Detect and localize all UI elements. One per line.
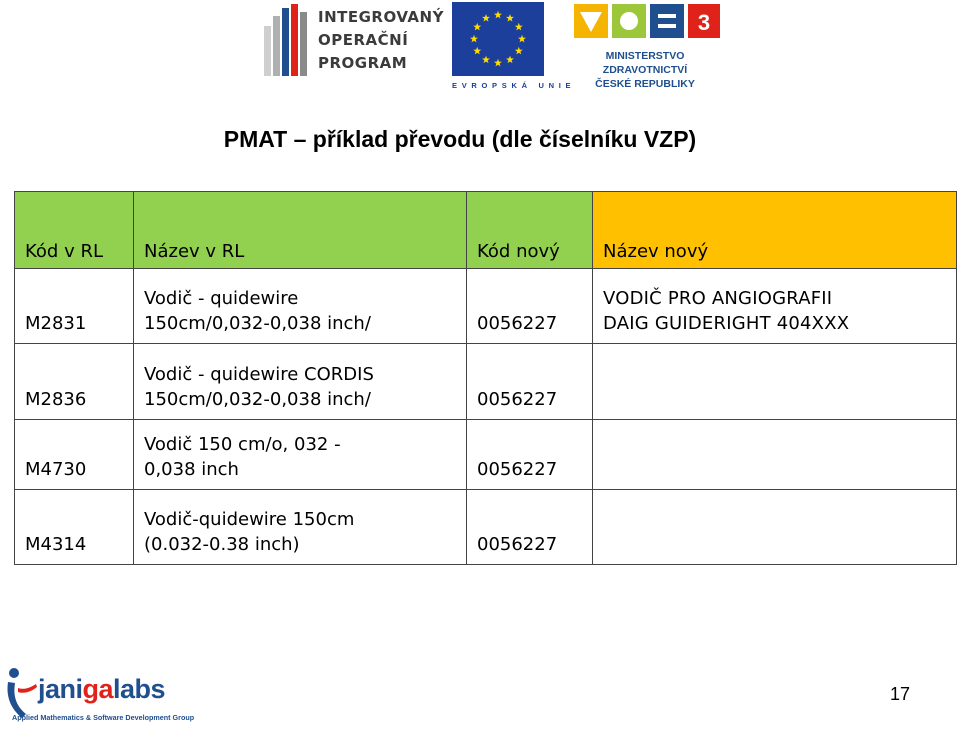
janigalabs-wordmark <box>38 674 165 705</box>
nazev-rl-line-2: 150cm/0,032-0,038 inch/ <box>144 389 371 410</box>
cell-kod-rl: M4730 <box>15 420 134 490</box>
iop-line-3: PROGRAM <box>318 54 408 72</box>
cell-kod-novy: 0056227 <box>467 269 593 344</box>
cell-nazev-novy <box>593 420 957 490</box>
cell-nazev-novy <box>593 490 957 565</box>
mz-emblem-icon <box>572 2 722 42</box>
cell-kod-novy: 0056227 <box>467 420 593 490</box>
janigalabs-logo <box>4 664 195 726</box>
iop-line-1: INTEGROVANÝ <box>318 8 444 26</box>
cell-kod-rl: M2831 <box>15 269 134 344</box>
iop-line-2: OPERAČNÍ <box>318 31 409 49</box>
nazev-rl-line-2: 150cm/0,032-0,038 inch/ <box>144 313 371 334</box>
brand-part-3: labs <box>113 674 166 704</box>
iop-text <box>318 6 444 75</box>
cell-nazev-novy <box>593 269 957 344</box>
cell-kod-rl: M2836 <box>15 344 134 420</box>
eu-logo <box>452 2 576 94</box>
cell-nazev-rl <box>134 344 467 420</box>
nazev-rl-line-1: Vodič - quidewire CORDIS <box>144 364 374 385</box>
cell-nazev-rl <box>134 490 467 565</box>
table-row <box>15 490 957 565</box>
nazev-novy-line-1: VODIČ PRO ANGIOGRAFII <box>603 288 833 309</box>
iop-flag-icon <box>262 4 310 78</box>
eu-caption: EVROPSKÁ UNIE <box>452 81 576 90</box>
cell-nazev-rl <box>134 269 467 344</box>
page-title: PMAT – příklad převodu (dle číselníku VZP) <box>223 126 697 152</box>
cell-kod-rl: M4314 <box>15 490 134 565</box>
cell-kod-novy: 0056227 <box>467 490 593 565</box>
page-number: 17 <box>890 684 911 704</box>
conversion-table <box>14 191 957 565</box>
nazev-rl-line-1: Vodič 150 cm/o, 032 - <box>144 434 341 455</box>
iop-logo <box>262 4 444 84</box>
header-kod-rl: Kód v RL <box>15 192 134 269</box>
nazev-novy-line-2: DAIG GUIDERIGHT 404XXX <box>603 313 850 334</box>
nazev-rl-line-2: 0,038 inch <box>144 459 239 480</box>
cell-nazev-rl <box>134 420 467 490</box>
cell-nazev-novy <box>593 344 957 420</box>
brand-subtitle: Applied Mathematics & Software Development Group <box>12 713 195 722</box>
mz-logo <box>572 2 722 90</box>
mz-text <box>572 49 718 91</box>
brand-part-1: jani <box>38 674 83 704</box>
nazev-rl-line-2: (0.032-0.38 inch) <box>144 534 300 555</box>
header-kod-novy: Kód nový <box>467 192 593 269</box>
table-row <box>15 420 957 490</box>
svg-text:3: 3 <box>697 10 711 35</box>
header-nazev-rl: Název v RL <box>134 192 467 269</box>
mz-line-1: MINISTERSTVO ZDRAVOTNICTVÍ <box>602 50 688 76</box>
nazev-rl-line-1: Vodič - quidewire <box>144 288 299 309</box>
brand-part-2: ga <box>82 674 114 704</box>
header-nazev-novy: Název nový <box>593 192 957 269</box>
eu-flag-icon <box>452 2 544 76</box>
table-row <box>15 269 957 344</box>
mz-line-2: ČESKÉ REPUBLIKY <box>595 78 695 90</box>
table-header-row <box>15 192 957 269</box>
cell-kod-novy: 0056227 <box>467 344 593 420</box>
nazev-rl-line-1: Vodič-quidewire 150cm <box>144 509 355 530</box>
table-row <box>15 344 957 420</box>
